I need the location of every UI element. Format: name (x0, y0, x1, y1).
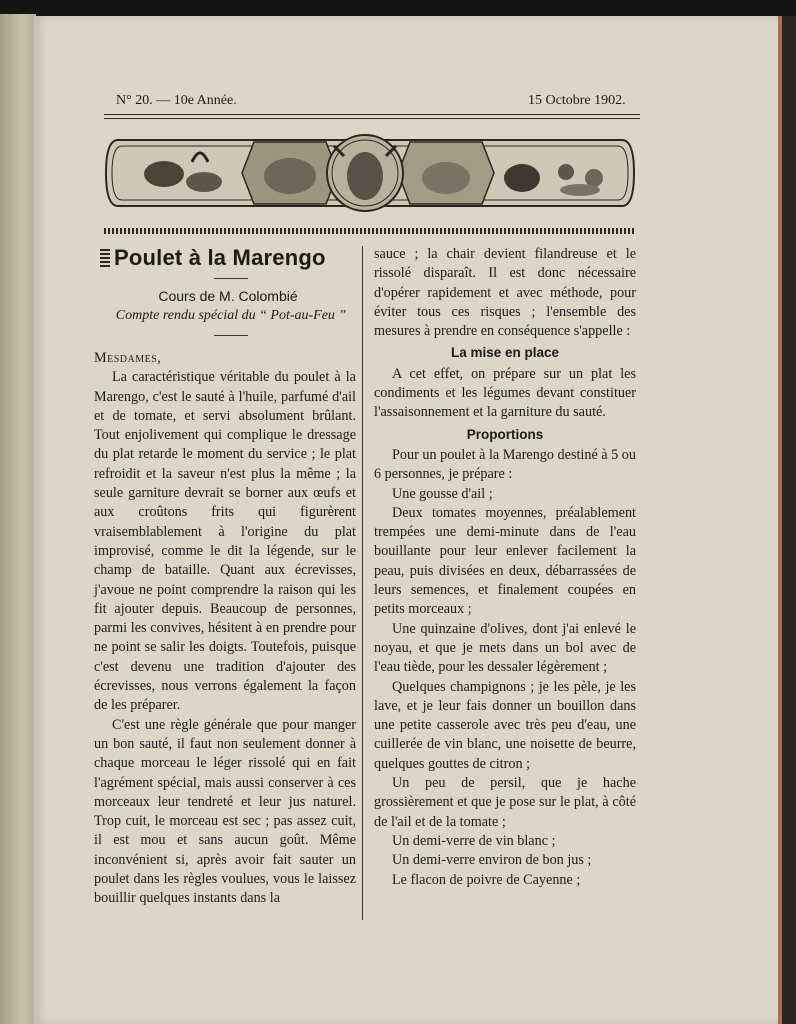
paragraph: C'est une règle générale que pour manger un bon sauté, il faut non seulement donner à chaque morceau le léger rissolé qui en fait l'agrément spécial, mais aussi conserver à ces morceaux leur tendreté et leur jus naturel. Trop cuit, le morceau est sec ; pas assez cuit, il est mou et sans aucun goût. Même inconvénient si, après avoir fait sauter un poulet dans les règles voulues, vous le laissez bouillir quelques instants dans la (94, 716, 356, 907)
list-item: Une gousse d'ail ; (392, 485, 493, 502)
section-heading: Proportions (466, 426, 544, 442)
facing-page-edge (0, 14, 36, 1024)
list-item: Quelques champignons ; je les pèle, je les lave, et je leur fais donner un bouillon dans une petite casserole avec très peu d'eau, une cuillerée de vin blanc, une noisette de beurre, quelques gouttes de citron ; (374, 678, 636, 772)
list-item: Un demi-verre environ de bon jus ; (392, 852, 592, 869)
article-title (100, 245, 356, 275)
subtitle-underline (214, 335, 248, 336)
header-rule-bottom (104, 118, 640, 119)
paragraph: sauce ; la chair devient filandreuse et le rissolé disparaît. Il est donc nécessaire d'opérer rapidement et avec méthode, pour éviter tous ces risques ; l'ensemble des mesures à prendre en conséquence s'appelle : (374, 246, 636, 340)
title-underline (214, 278, 248, 279)
course-line: Cours de M. Colombié (158, 288, 298, 304)
header-rule-top (104, 114, 640, 115)
list-item: Une quinzaine d'olives, dont j'ai enlevé le noyau, et que je mets dans un bol avec de l'eau tiède, pour les dessaler légèrement ; (374, 620, 636, 676)
report-line: Compte rendu spécial du “ Pot-au-Feu ” (115, 308, 347, 323)
right-column (374, 245, 636, 890)
list-item: Le flacon de poivre de Cayenne ; (392, 871, 581, 888)
list-item: Un peu de persil, que je hache grossièrement et que je pose sur le plat, à côté de l'ail et de la tomate ; (374, 775, 636, 830)
issue-number: N° 20. — 10e Année. (116, 93, 237, 108)
scan-top-border (0, 0, 796, 16)
article-title-text: Poulet à la Marengo (114, 245, 326, 270)
issue-date: 15 Octobre 1902. (528, 93, 626, 108)
paragraph: La caractéristique véritable du poulet à la Marengo, c'est le sauté à l'huile, parfumé d'ail et de tomate, et servi absolument brûlant. Tout enjolivement qui complique le dressage du plat retarde le moment du service ; le plat refroidit et la saveur n'est plus la même ; la seule garniture devrait se borner aux œufs et aux croûtons frits qui figurèrent vraisemblablement à l'origine du plat improvisé, comme le dit la légende, sur le champ de bataille. Quant aux écrevisses, j'avoue ne point comprendre la raison qui les fit ajouter depuis. Beaucoup de personnes, parmi les convives, hésitent à en prendre pour ne point se salir les doigts. Toutefois, puisque c'est devenu une tradition d'ajouter des écrevisses, nous verrons également la façon de les préparer. (94, 369, 356, 714)
paragraph: A cet effet, on prépare sur un plat les condiments et les légumes devant constituer l'assaisonnement et la garniture du sauté. (374, 365, 636, 421)
list-item: Deux tomates moyennes, préalablement trempées une demi-minute dans de l'eau bouillante pour leur enlever facilement la peau, puis divisées en deux, débarrassées de leurs semences, et finalement coupées en petits morceaux ; (374, 504, 636, 618)
column-divider (362, 246, 363, 920)
left-column (94, 349, 356, 909)
scan-right-border (782, 16, 796, 1024)
list-item: Un demi-verre de vin blanc ; (392, 832, 556, 849)
decorative-farm-banner (104, 132, 636, 214)
list-item: Pour un poulet à la Marengo destiné à 5 ou 6 personnes, je prépare : (374, 446, 636, 483)
section-heading: La mise en place (450, 345, 560, 361)
title-ornament (100, 249, 110, 267)
salutation: Mesdames, (94, 350, 162, 366)
dotted-divider (104, 228, 636, 234)
